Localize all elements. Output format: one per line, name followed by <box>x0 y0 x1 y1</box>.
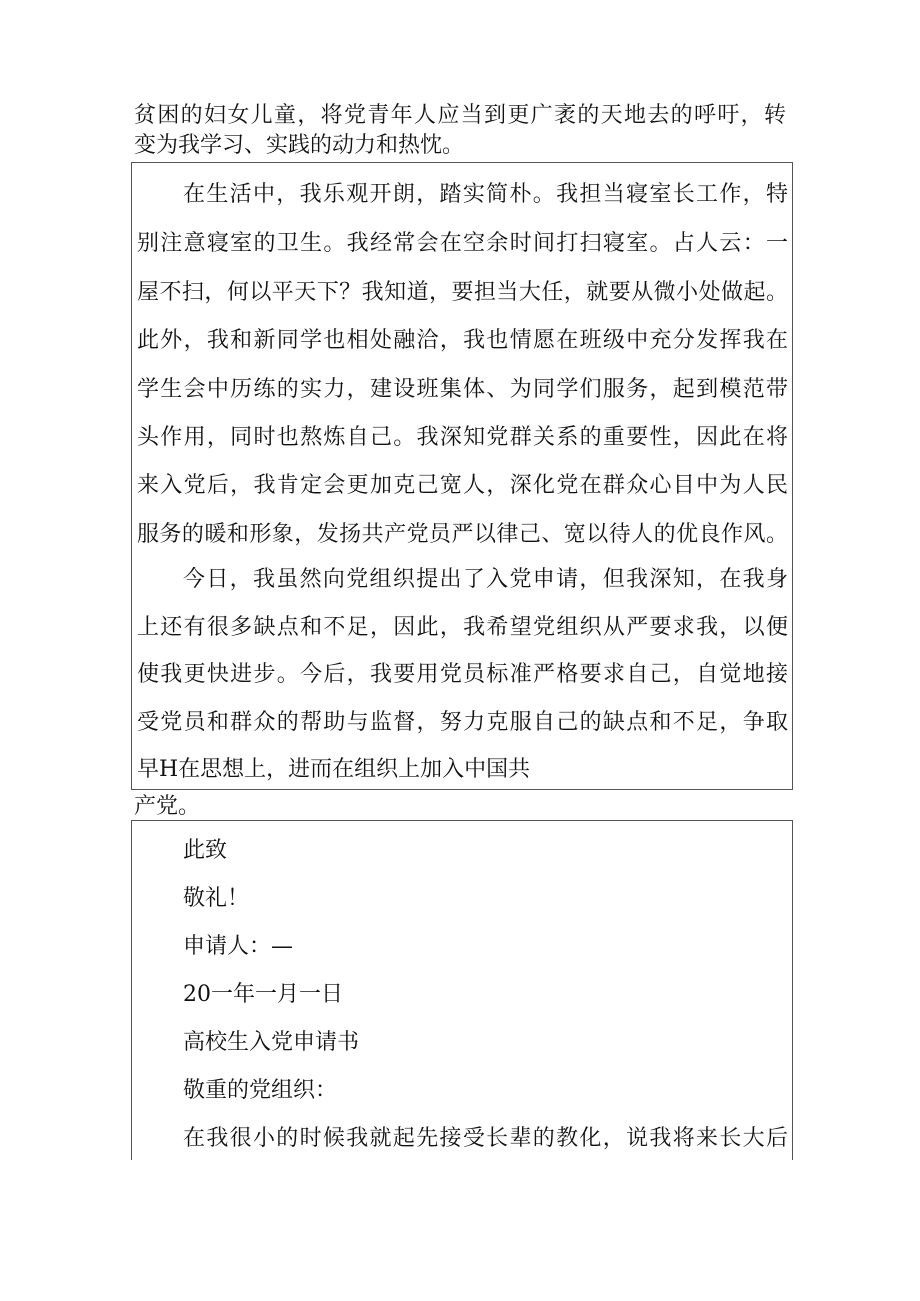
text-line: 受党员和群众的帮助与监督，努力克服自己的缺点和不足，争取 <box>137 710 788 735</box>
text-line: 来入党后，我肯定会更加克己宽人，深化党在群众心目中为人民 <box>137 473 788 498</box>
text-line: 别注意寝室的卫生。我经常会在空余时间打扫寝室。占人云：一 <box>137 231 788 256</box>
text-line: 在我很小的时候我就起先接受长辈的教化，说我将来长大后 <box>183 1126 788 1151</box>
text-line: 使我更快进步。今后，我要用党员标准严格要求自己，自觉地接 <box>137 662 788 687</box>
text-line: 上还有很多缺点和不足，因此，我希望党组织从严要求我，以便 <box>137 615 788 640</box>
document-title: 高校生入党申请书 <box>183 1030 360 1055</box>
date-text: 20一年一月一日 <box>183 982 343 1007</box>
greeting-text: 敬重的党组织： <box>183 1078 338 1103</box>
text-line: 在生活中，我乐观开朗，踏实简朴。我担当寝室长工作，特 <box>183 182 788 207</box>
text-line: 头作用，同时也熬炼自己。我深知党群关系的重要性，因此在将 <box>137 425 788 450</box>
text-line: 此外，我和新同学也相处融洽，我也情愿在班级中充分发挥我在 <box>137 328 788 353</box>
closing-salutation: 此致 <box>183 838 228 863</box>
text-line: 屋不扫，何以平天下？我知道，要担当大任，就要从微小处做起。 <box>137 280 788 305</box>
text-line: 学生会中历练的实力，建设班集体、为同学们服务，起到模范带 <box>137 377 788 402</box>
text-line: 服务的暖和形象，发扬共产党员严以律己、宽以待人的优良作风。 <box>137 522 788 547</box>
text-line: 早H在思想上，进而在组织上加入中国共 <box>137 757 531 782</box>
text-line: 贫困的妇女儿童，将党青年人应当到更广袤的天地去的呼吁，转 <box>134 103 786 128</box>
text-line: 今日，我虽然向党组织提出了入党申请，但我深知，在我身 <box>183 567 788 592</box>
applicant-label: 申请人：— <box>183 934 294 959</box>
text-line: 变为我学习、实践的动力和热忱。 <box>134 133 465 158</box>
text-line: 产党。 <box>134 794 201 819</box>
closing-salute: 敬礼！ <box>183 886 250 911</box>
